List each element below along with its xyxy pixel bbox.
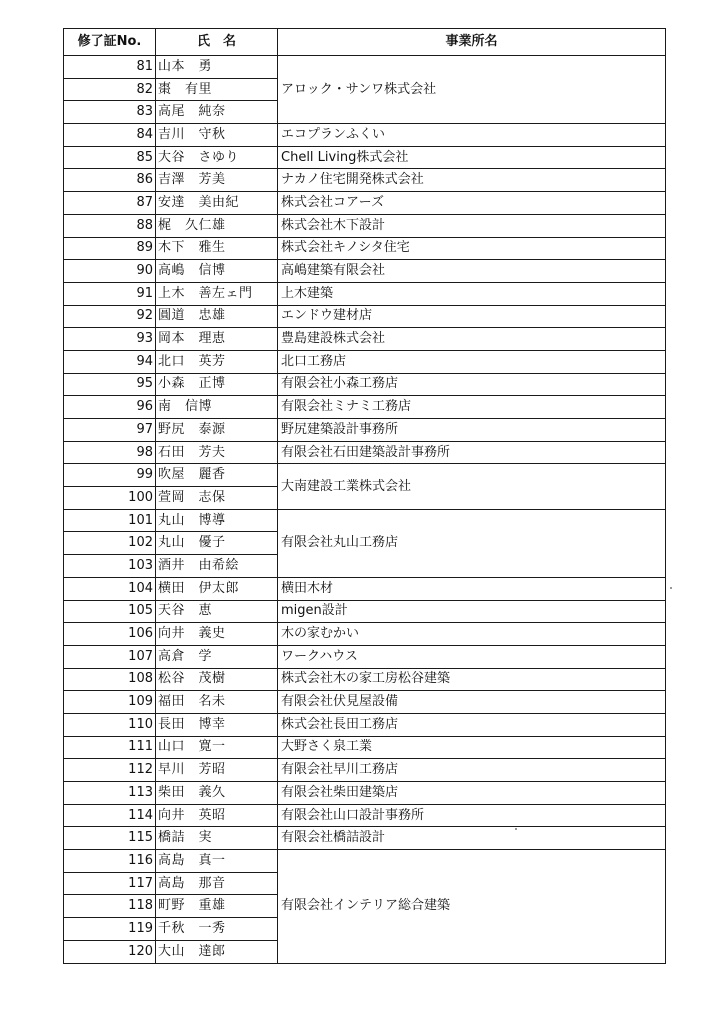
name-cell: 圓道 忠雄 xyxy=(156,305,278,328)
office-cell: 有限会社小森工務店 xyxy=(278,373,666,396)
office-cell: 株式会社木下設計 xyxy=(278,214,666,237)
name-cell: 酒井 由希絵 xyxy=(156,555,278,578)
name-cell: 小森 正博 xyxy=(156,373,278,396)
table-row xyxy=(64,713,666,736)
certificate-no-cell: 98 xyxy=(64,441,156,464)
office-cell: 有限会社橋詰設計 xyxy=(278,827,666,850)
certificate-no-cell: 94 xyxy=(64,350,156,373)
name-cell: 向井 英昭 xyxy=(156,804,278,827)
office-cell: 高嶋建築有限会社 xyxy=(278,260,666,283)
certificate-no-cell: 112 xyxy=(64,759,156,782)
name-cell: 南 信博 xyxy=(156,396,278,419)
header-certificate-no: 修了証No. xyxy=(64,29,156,56)
table-row xyxy=(64,124,666,147)
name-cell: 長田 博幸 xyxy=(156,713,278,736)
certificate-no-cell: 107 xyxy=(64,645,156,668)
certificate-no-cell: 91 xyxy=(64,282,156,305)
name-cell: 木下 雅生 xyxy=(156,237,278,260)
certificate-no-cell: 108 xyxy=(64,668,156,691)
certificate-no-cell: 103 xyxy=(64,555,156,578)
office-cell: アロック・サンワ株式会社 xyxy=(278,56,666,124)
table-row xyxy=(64,441,666,464)
certificate-no-cell: 101 xyxy=(64,509,156,532)
office-cell: 株式会社キノシタ住宅 xyxy=(278,237,666,260)
name-cell: 高倉 学 xyxy=(156,645,278,668)
certificate-table-container xyxy=(63,28,665,964)
certificate-no-cell: 115 xyxy=(64,827,156,850)
certificate-no-cell: 90 xyxy=(64,260,156,283)
name-cell: 高尾 純奈 xyxy=(156,101,278,124)
certificate-no-cell: 100 xyxy=(64,487,156,510)
certificate-no-cell: 85 xyxy=(64,146,156,169)
certificate-no-cell: 86 xyxy=(64,169,156,192)
table-row xyxy=(64,56,666,79)
office-cell: 株式会社長田工務店 xyxy=(278,713,666,736)
office-cell: 有限会社丸山工務店 xyxy=(278,509,666,577)
office-cell: 野尻建築設計事務所 xyxy=(278,419,666,442)
certificate-no-cell: 81 xyxy=(64,56,156,79)
table-row xyxy=(64,419,666,442)
office-cell: 有限会社インテリア総合建築 xyxy=(278,850,666,963)
table-row xyxy=(64,623,666,646)
table-row xyxy=(64,350,666,373)
name-cell: 岡本 理恵 xyxy=(156,328,278,351)
certificate-no-cell: 83 xyxy=(64,101,156,124)
office-cell: 北口工務店 xyxy=(278,350,666,373)
certificate-no-cell: 111 xyxy=(64,736,156,759)
name-cell: 橋詰 実 xyxy=(156,827,278,850)
table-row xyxy=(64,691,666,714)
name-cell: 向井 義史 xyxy=(156,623,278,646)
table-row xyxy=(64,146,666,169)
table-row xyxy=(64,214,666,237)
office-cell: 有限会社石田建築設計事務所 xyxy=(278,441,666,464)
name-cell: 大谷 さゆり xyxy=(156,146,278,169)
table-row xyxy=(64,509,666,532)
office-cell: ナカノ住宅開発株式会社 xyxy=(278,169,666,192)
certificate-no-cell: 92 xyxy=(64,305,156,328)
table-row xyxy=(64,192,666,215)
certificate-no-cell: 87 xyxy=(64,192,156,215)
name-cell: 安達 美由紀 xyxy=(156,192,278,215)
certificate-no-cell: 109 xyxy=(64,691,156,714)
office-cell: 上木建築 xyxy=(278,282,666,305)
name-cell: 萱岡 志保 xyxy=(156,487,278,510)
scan-speck xyxy=(670,587,672,589)
certificate-no-cell: 104 xyxy=(64,577,156,600)
certificate-no-cell: 95 xyxy=(64,373,156,396)
certificate-no-cell: 120 xyxy=(64,940,156,963)
office-cell: 有限会社ミナミ工務店 xyxy=(278,396,666,419)
name-cell: 福田 名未 xyxy=(156,691,278,714)
table-row xyxy=(64,305,666,328)
name-cell: 吉川 守秋 xyxy=(156,124,278,147)
office-cell: 株式会社木の家工房松谷建築 xyxy=(278,668,666,691)
name-cell: 高島 那音 xyxy=(156,872,278,895)
name-cell: 天谷 恵 xyxy=(156,600,278,623)
header-name: 氏 名 xyxy=(156,29,278,56)
name-cell: 棗 有里 xyxy=(156,78,278,101)
certificate-no-cell: 99 xyxy=(64,464,156,487)
office-cell: 有限会社柴田建築店 xyxy=(278,782,666,805)
name-cell: 千秋 一秀 xyxy=(156,918,278,941)
office-cell: エンドウ建材店 xyxy=(278,305,666,328)
table-row xyxy=(64,373,666,396)
certificate-no-cell: 96 xyxy=(64,396,156,419)
header-office: 事業所名 xyxy=(278,29,666,56)
name-cell: 大山 達郎 xyxy=(156,940,278,963)
certificate-no-cell: 82 xyxy=(64,78,156,101)
office-cell: 横田木材 xyxy=(278,577,666,600)
certificate-no-cell: 116 xyxy=(64,850,156,873)
table-row xyxy=(64,645,666,668)
certificate-no-cell: 110 xyxy=(64,713,156,736)
certificate-no-cell: 84 xyxy=(64,124,156,147)
office-cell: 大南建設工業株式会社 xyxy=(278,464,666,509)
name-cell: 松谷 茂樹 xyxy=(156,668,278,691)
name-cell: 丸山 優子 xyxy=(156,532,278,555)
office-cell: 有限会社伏見屋設備 xyxy=(278,691,666,714)
table-body xyxy=(64,56,666,964)
table-row xyxy=(64,169,666,192)
certificate-no-cell: 117 xyxy=(64,872,156,895)
office-cell: 木の家むかい xyxy=(278,623,666,646)
table-row xyxy=(64,396,666,419)
office-cell: 豊島建設株式会社 xyxy=(278,328,666,351)
scan-speck xyxy=(515,828,517,830)
certificate-no-cell: 106 xyxy=(64,623,156,646)
name-cell: 梶 久仁雄 xyxy=(156,214,278,237)
office-cell: エコプランふくい xyxy=(278,124,666,147)
name-cell: 丸山 博導 xyxy=(156,509,278,532)
table-row xyxy=(64,850,666,873)
name-cell: 北口 英芳 xyxy=(156,350,278,373)
certificate-no-cell: 93 xyxy=(64,328,156,351)
table-row xyxy=(64,759,666,782)
certificate-no-cell: 119 xyxy=(64,918,156,941)
office-cell: 有限会社早川工務店 xyxy=(278,759,666,782)
table-row xyxy=(64,260,666,283)
certificate-table xyxy=(63,28,666,964)
name-cell: 山口 寛一 xyxy=(156,736,278,759)
table-row xyxy=(64,804,666,827)
name-cell: 野尻 泰源 xyxy=(156,419,278,442)
table-row xyxy=(64,600,666,623)
table-row xyxy=(64,237,666,260)
office-cell: 株式会社コアーズ xyxy=(278,192,666,215)
name-cell: 柴田 義久 xyxy=(156,782,278,805)
office-cell: migen設計 xyxy=(278,600,666,623)
table-row xyxy=(64,282,666,305)
name-cell: 吉澤 芳美 xyxy=(156,169,278,192)
header-row xyxy=(64,29,666,56)
table-row xyxy=(64,827,666,850)
table-row xyxy=(64,736,666,759)
name-cell: 吹屋 麗香 xyxy=(156,464,278,487)
name-cell: 山本 勇 xyxy=(156,56,278,79)
name-cell: 横田 伊太郎 xyxy=(156,577,278,600)
table-row xyxy=(64,464,666,487)
table-row xyxy=(64,782,666,805)
certificate-no-cell: 113 xyxy=(64,782,156,805)
certificate-no-cell: 105 xyxy=(64,600,156,623)
name-cell: 早川 芳昭 xyxy=(156,759,278,782)
certificate-no-cell: 89 xyxy=(64,237,156,260)
name-cell: 上木 善左ェ門 xyxy=(156,282,278,305)
certificate-no-cell: 118 xyxy=(64,895,156,918)
name-cell: 町野 重雄 xyxy=(156,895,278,918)
office-cell: Chell Living株式会社 xyxy=(278,146,666,169)
table-row xyxy=(64,577,666,600)
table-row xyxy=(64,668,666,691)
name-cell: 高島 真一 xyxy=(156,850,278,873)
name-cell: 高嶋 信博 xyxy=(156,260,278,283)
office-cell: ワークハウス xyxy=(278,645,666,668)
table-row xyxy=(64,328,666,351)
certificate-no-cell: 88 xyxy=(64,214,156,237)
office-cell: 大野さく泉工業 xyxy=(278,736,666,759)
name-cell: 石田 芳夫 xyxy=(156,441,278,464)
certificate-no-cell: 102 xyxy=(64,532,156,555)
office-cell: 有限会社山口設計事務所 xyxy=(278,804,666,827)
certificate-no-cell: 97 xyxy=(64,419,156,442)
certificate-no-cell: 114 xyxy=(64,804,156,827)
